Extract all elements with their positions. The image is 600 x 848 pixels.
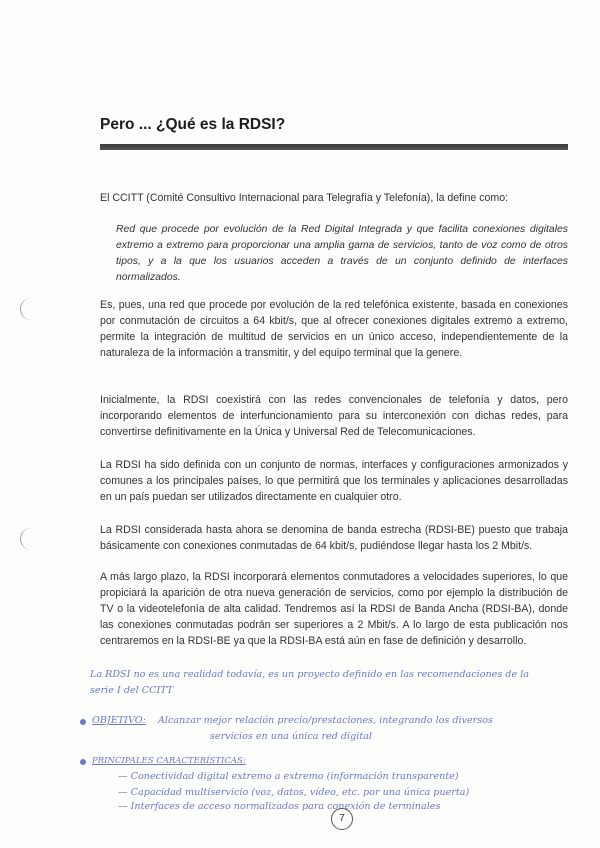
handwritten-objetivo-label: OBJETIVO: xyxy=(92,715,146,726)
intro-paragraph: El CCITT (Comité Consultivo Internacional para Telegrafía y Telefonía), la define como: xyxy=(100,192,509,204)
paragraph-4: La RDSI considerada hasta ahora se denomina de banda estrecha (RDSI-BE) puesto que trabaja básicamente con conexiones conmutadas de 64 kbit/s, pudiéndose llegar hasta los 2 Mbit/s. xyxy=(100,524,568,552)
bullet-icon xyxy=(80,759,86,765)
definition-quote: Red que procede por evolución de la Red Digital Integrada y que facilita conexiones digitales extremo a extremo para proporcionar una amplia gama de servicios, tanto de voz como de otros tipos, y a la que los usuarios acceden a través de un conjunto definido de interfaces normalizados. xyxy=(116,224,568,283)
page-number: 7 xyxy=(331,808,353,830)
handwritten-objetivo-text: servicios en una única red digital xyxy=(210,731,372,742)
handwritten-note: serie I del CCITT xyxy=(90,685,174,696)
handwritten-caracteristicas-label: PRINCIPALES CARACTERÍSTICAS: xyxy=(92,756,246,766)
binder-hole-mark xyxy=(20,298,31,320)
paragraph-5: A más largo plazo, la RDSI incorporará elementos conmutadores a velocidades superiores, lo que propiciará la aparición de otra nueva generación de servicios, como por ejemplo la distribución de TV o la videotelefonía de alta calidad. Tendremos así la RDSI de Banda Ancha (RDSI-BA), donde las conexiones conmutadas podrán ser superiores a 2 Mbit/s. A lo largo de esta publicación nos centraremos en la RDSI-BE ya que la RDSI-BA está aún en fase de definición y desarrollo. xyxy=(100,571,568,647)
handwritten-note: La RDSI no es una realidad todavía, es un proyecto definido en las recomendaciones de la xyxy=(90,669,529,680)
binder-hole-mark xyxy=(20,528,31,550)
handwritten-list-item: — Interfaces de acceso normalizados para conexión de terminales xyxy=(118,801,441,812)
paragraph-3: La RDSI ha sido definida con un conjunto de normas, interfaces y configuraciones armonizados y comunes a los principales países, lo que permitirá que los terminales y aplicaciones desarrolladas en un país puedan ser utilizados directamente en cualquier otro. xyxy=(100,459,568,503)
page-title: Pero ... ¿Qué es la RDSI? xyxy=(100,116,286,133)
handwritten-objetivo-text: Alcanzar mejor relación precio/prestaciones, integrando los diversos xyxy=(158,715,493,726)
handwritten-list-item: — Conectividad digital extremo a extremo (información transparente) xyxy=(118,771,459,782)
bullet-icon xyxy=(80,719,86,725)
title-rule xyxy=(100,144,568,150)
handwritten-list-item: — Capacidad multiservicio (voz, datos, vídeo, etc. por una única puerta) xyxy=(118,787,470,798)
paragraph-2: Inicialmente, la RDSI coexistirá con las redes convencionales de telefonía y datos, pero incorporando elementos de interfuncionamiento para su interconexión con dichas redes, para convertirse definitivamente en la Única y Universal Red de Telecomunicaciones. xyxy=(100,394,568,438)
paragraph-1: Es, pues, una red que procede por evolución de la red telefónica existente, basada en conexiones por conmutación de circuitos a 64 kbit/s, que al ofrecer conexiones digitales extremo a extremo, permite la integración de multitud de servicios en un único acceso, independientemente de la naturaleza de la información a transmitir, y del equipo terminal que la genere. xyxy=(100,299,568,359)
